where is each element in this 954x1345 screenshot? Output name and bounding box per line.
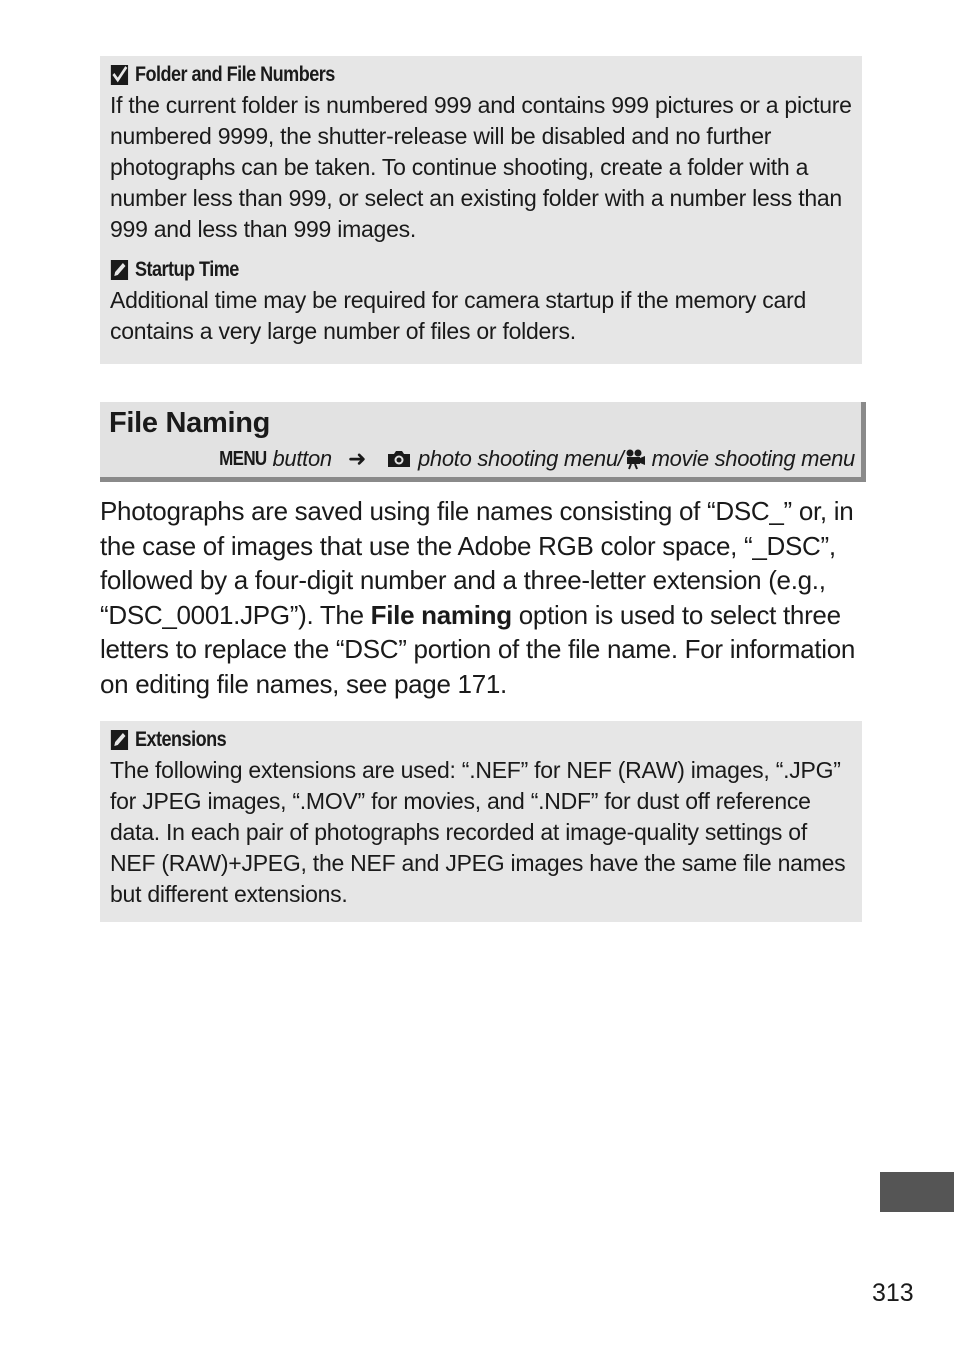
- note-title-text: Extensions: [134, 728, 227, 751]
- note-body: If the current folder is numbered 999 and contains 999 pictures or a picture numbered 9999, the shutter-release will be disabled and no further photographs can be taken. To continue shooting, create a folder with a number less than 999, or select an existing folder with a number less than 999 and less than 999 images.: [110, 92, 852, 242]
- movie-shooting-menu-label: movie shooting menu: [651, 446, 855, 471]
- body-text-before: Photographs are saved using file names consisting of “DSC_” or, in the case of images that use the Adobe RGB color space, “_DSC”, followed by a four-digit number and a three-letter extension (e.g., “DSC_0001.JPG”). The: [100, 496, 854, 630]
- note-title-text: Folder and File Numbers: [134, 63, 335, 86]
- note-title: [110, 62, 748, 88]
- movie-camera-icon: [624, 448, 646, 470]
- pencil-note-icon: [110, 259, 129, 281]
- page-number: 313: [872, 1279, 914, 1307]
- camera-icon: [386, 449, 412, 469]
- arrow-icon: ➜: [347, 446, 366, 471]
- note-body: The following extensions are used: “.NEF” for NEF (RAW) images, “.JPG” for JPEG images, “.MOV” for movies, and “.NDF” for dust off reference data. In each pair of photographs recorded at image-quality settings of NEF (RAW)+JPEG, the NEF and JPEG images have the same file names but different extensions.: [110, 757, 846, 907]
- menu-path: [215, 445, 855, 473]
- body-paragraph: [100, 494, 870, 702]
- note-body-startup-time: Additional time may be required for camera startup if the memory card contains a very large number of files or folders.: [110, 287, 807, 344]
- note-extensions: [100, 721, 862, 922]
- photo-shooting-menu-label: photo shooting menu/: [417, 446, 624, 471]
- note-title: [110, 727, 748, 753]
- note-folder-file-numbers: [100, 56, 862, 364]
- section-header: [100, 402, 866, 482]
- file-naming-term: File naming: [370, 599, 512, 630]
- button-word: button: [272, 446, 332, 471]
- note-title-startup-time: [110, 257, 748, 283]
- chapter-tab-marker: [880, 1172, 954, 1212]
- checkbox-caution-icon: [110, 64, 129, 86]
- body-text-after: option is used to select three letters to replace the “DSC” portion of the file name. For information on editing file names, see page 171.: [100, 599, 856, 699]
- note-title-text: Startup Time: [134, 258, 239, 281]
- menu-button-label: MENU: [218, 448, 267, 470]
- section-title: File Naming: [109, 407, 271, 439]
- pencil-note-icon: [110, 729, 129, 751]
